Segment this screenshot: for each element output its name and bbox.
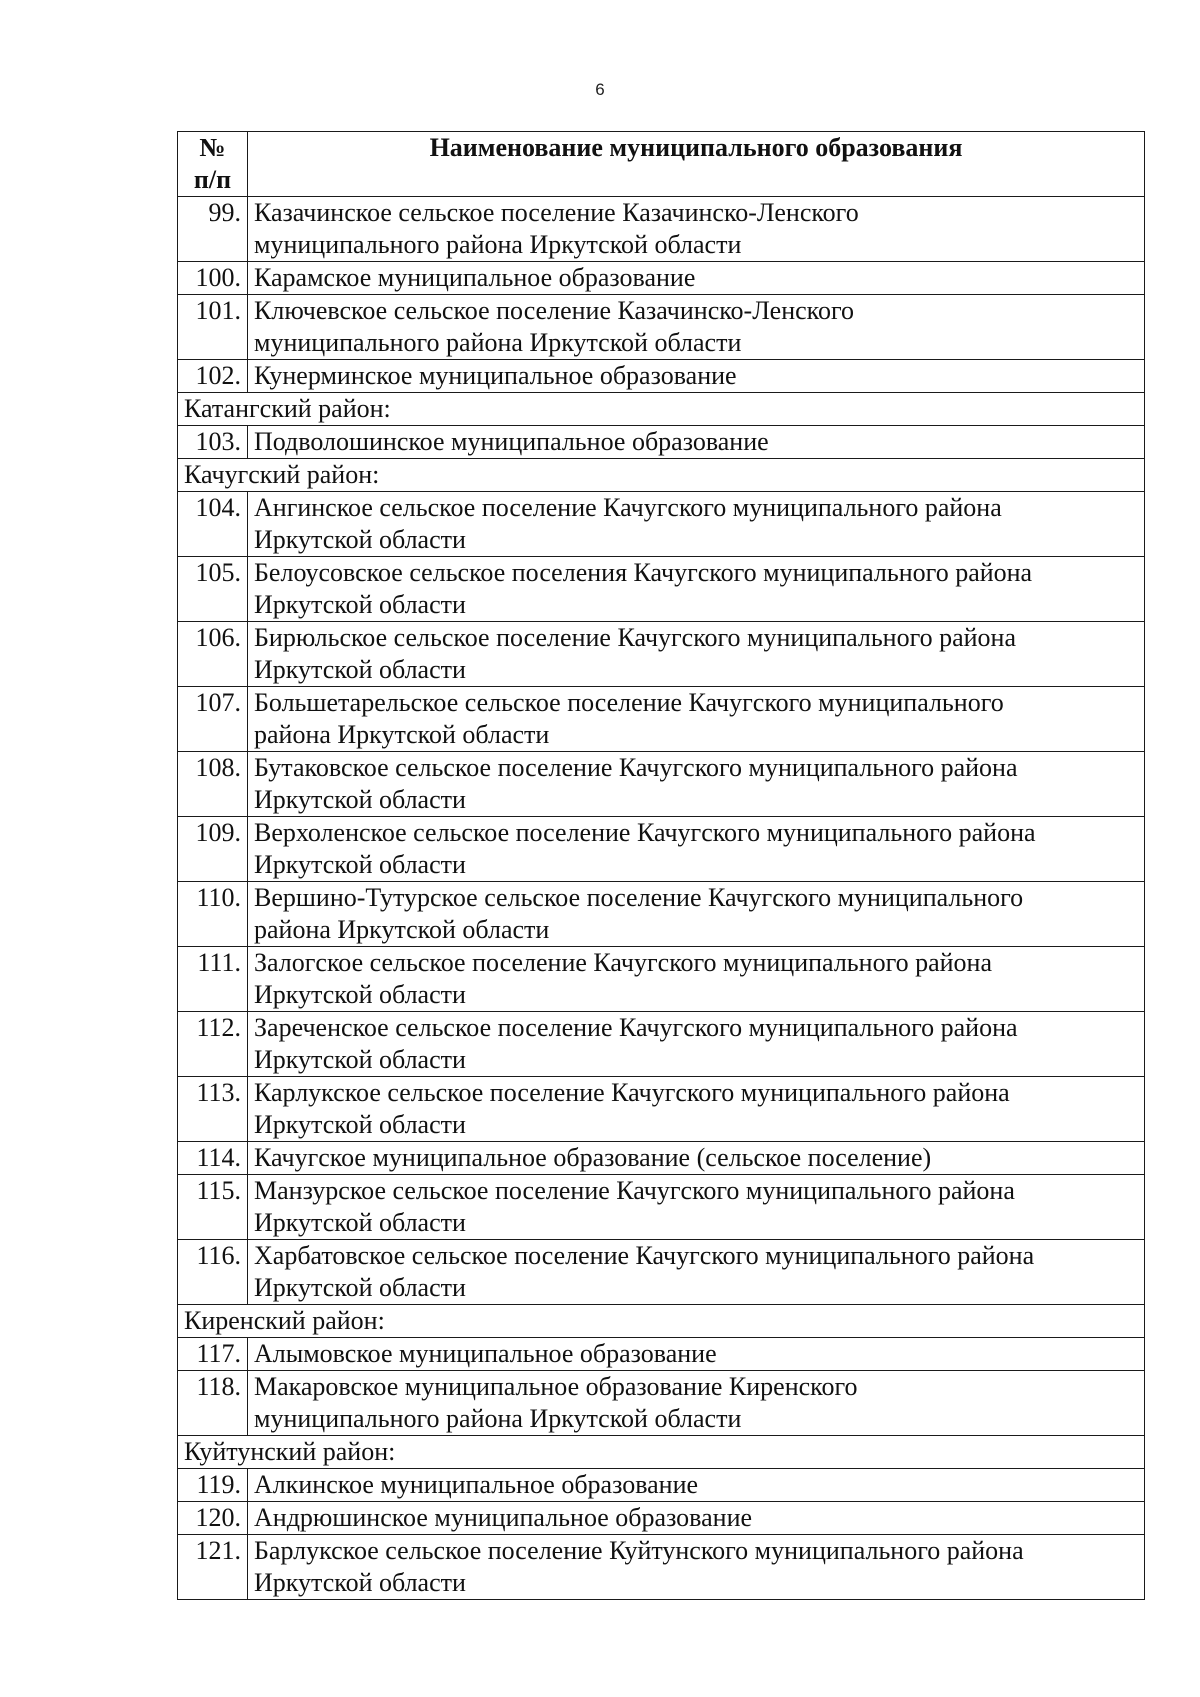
- table-row: [178, 197, 1145, 262]
- municipalities-table: [177, 131, 1145, 1600]
- municipality-name: Харбатовское сельское поселение Качугского муниципального района Иркутской области: [248, 1240, 1145, 1305]
- table-row: [178, 262, 1145, 295]
- row-number: 118.: [178, 1371, 248, 1436]
- municipality-name: Ангинское сельское поселение Качугского муниципального района Иркутской области: [248, 492, 1145, 557]
- municipality-name: Андрюшинское муниципальное образование: [248, 1502, 1145, 1535]
- table-row: [178, 882, 1145, 947]
- row-number: 121.: [178, 1535, 248, 1600]
- district-heading-row: [178, 393, 1145, 426]
- row-number: 109.: [178, 817, 248, 882]
- row-number: 101.: [178, 295, 248, 360]
- table-row: [178, 1175, 1145, 1240]
- row-number: 113.: [178, 1077, 248, 1142]
- row-number: 108.: [178, 752, 248, 817]
- table-row: [178, 360, 1145, 393]
- table-row: [178, 492, 1145, 557]
- row-number: 103.: [178, 426, 248, 459]
- district-heading: Катангский район:: [178, 393, 1145, 426]
- table-row: [178, 622, 1145, 687]
- column-header-number: № п/п: [178, 132, 248, 197]
- row-number: 112.: [178, 1012, 248, 1077]
- municipality-name: Барлукское сельское поселение Куйтунского муниципального района Иркутской области: [248, 1535, 1145, 1600]
- district-heading: Качугский район:: [178, 459, 1145, 492]
- municipality-name: Белоусовское сельское поселения Качугского муниципального района Иркутской области: [248, 557, 1145, 622]
- municipality-name: Ключевское сельское поселение Казачинско-Ленского муниципального района Иркутской области: [248, 295, 1145, 360]
- table-row: [178, 1502, 1145, 1535]
- table-row: [178, 1371, 1145, 1436]
- municipality-name: Алымовское муниципальное образование: [248, 1338, 1145, 1371]
- municipality-name: Вершино-Тутурское сельское поселение Качугского муниципального района Иркутской области: [248, 882, 1145, 947]
- row-number: 117.: [178, 1338, 248, 1371]
- municipality-name: Качугское муниципальное образование (сельское поселение): [248, 1142, 1145, 1175]
- table-row: [178, 1142, 1145, 1175]
- municipality-name: Кунерминское муниципальное образование: [248, 360, 1145, 393]
- table-row: [178, 687, 1145, 752]
- row-number: 104.: [178, 492, 248, 557]
- district-heading-row: [178, 1305, 1145, 1338]
- table-header-row: [178, 132, 1145, 197]
- municipality-name: Макаровское муниципальное образование Киренского муниципального района Иркутской области: [248, 1371, 1145, 1436]
- municipality-name: Алкинское муниципальное образование: [248, 1469, 1145, 1502]
- municipality-name: Большетарельское сельское поселение Качугского муниципального района Иркутской области: [248, 687, 1145, 752]
- municipality-name: Казачинское сельское поселение Казачинско-Ленского муниципального района Иркутской области: [248, 197, 1145, 262]
- district-heading-row: [178, 459, 1145, 492]
- table-row: [178, 1012, 1145, 1077]
- table-row: [178, 752, 1145, 817]
- row-number: 100.: [178, 262, 248, 295]
- table-row: [178, 426, 1145, 459]
- municipality-name: Бирюльское сельское поселение Качугского муниципального района Иркутской области: [248, 622, 1145, 687]
- row-number: 119.: [178, 1469, 248, 1502]
- district-heading-row: [178, 1436, 1145, 1469]
- row-number: 120.: [178, 1502, 248, 1535]
- municipality-name: Карлукское сельское поселение Качугского муниципального района Иркутской области: [248, 1077, 1145, 1142]
- row-number: 116.: [178, 1240, 248, 1305]
- page-number: 6: [595, 80, 605, 99]
- column-header-name: Наименование муниципального образования: [248, 132, 1145, 197]
- municipality-name: Подволошинское муниципальное образование: [248, 426, 1145, 459]
- row-number: 115.: [178, 1175, 248, 1240]
- row-number: 102.: [178, 360, 248, 393]
- row-number: 99.: [178, 197, 248, 262]
- municipality-name: Бутаковское сельское поселение Качугского муниципального района Иркутской области: [248, 752, 1145, 817]
- table-row: [178, 1240, 1145, 1305]
- row-number: 107.: [178, 687, 248, 752]
- table-row: [178, 1077, 1145, 1142]
- row-number: 114.: [178, 1142, 248, 1175]
- table-row: [178, 1338, 1145, 1371]
- table-row: [178, 1469, 1145, 1502]
- table-row: [178, 817, 1145, 882]
- municipality-name: Манзурское сельское поселение Качугского муниципального района Иркутской области: [248, 1175, 1145, 1240]
- table-body: [178, 197, 1145, 1600]
- table-row: [178, 295, 1145, 360]
- municipality-name: Верхоленское сельское поселение Качугского муниципального района Иркутской области: [248, 817, 1145, 882]
- district-heading: Куйтунский район:: [178, 1436, 1145, 1469]
- municipality-name: Карамское муниципальное образование: [248, 262, 1145, 295]
- row-number: 105.: [178, 557, 248, 622]
- table-row: [178, 947, 1145, 1012]
- row-number: 111.: [178, 947, 248, 1012]
- table-row: [178, 557, 1145, 622]
- municipality-name: Залогское сельское поселение Качугского муниципального района Иркутской области: [248, 947, 1145, 1012]
- table-row: [178, 1535, 1145, 1600]
- row-number: 110.: [178, 882, 248, 947]
- municipality-name: Зареченское сельское поселение Качугского муниципального района Иркутской области: [248, 1012, 1145, 1077]
- row-number: 106.: [178, 622, 248, 687]
- district-heading: Киренский район:: [178, 1305, 1145, 1338]
